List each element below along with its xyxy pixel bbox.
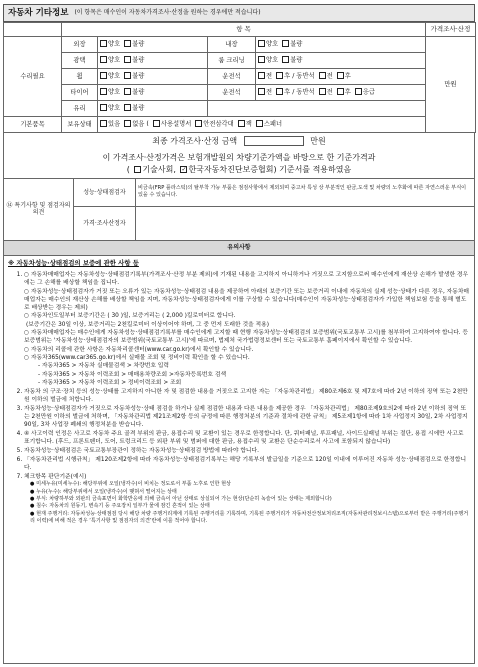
- checkbox[interactable]: [100, 72, 107, 79]
- checkbox[interactable]: [258, 88, 265, 95]
- column-header-price: 가격조사·산정: [426, 23, 476, 37]
- special-notes-table: [3, 179, 475, 257]
- checkbox[interactable]: [337, 88, 344, 95]
- section-title: 자동차 기타정보: [8, 7, 69, 18]
- checkbox[interactable]: [256, 120, 263, 127]
- repair-needed-label: 수리필요: [4, 37, 62, 117]
- column-header-items: 항 목: [62, 23, 426, 37]
- list-item: 1. ○ 자동차매매업자는 자동차성능·상태점검기록부(가격조사·산정 부분 제외)에 기재된 내용을 고지하지 아니하거나 거짓으로 고지함으로써 매수인에게 재산상 손해가 발생한 경우에는 그 손해를 배상할 책임을 집니다. ○ 자동차성능·상태점검자가 거짓 또는 오류가 있는 자동차성능·상태점검 내용을 제공하여 아래의 보증기간 또는 보증거리 이내에 자동차의 실제 성능·상태가 다른 경우, 자동차매매업자는 매수인의 재산상 손해를 배상할 책임을 지며, 자동차성능·상태점검자에게 이를 구상할 수 있습니다(매수인이 자동차성능·상태점검자가 가입한 책임보험 등을 통해 별도로 배상받는 경우는 제외) ○ 자동차인도일부터 보증기간은 ( 30 )일, 보증거리는 ( 2,000 )킬로미터로 합니다. (보증기간은 30일 이상, 보증거리는 2천킬로미터 이상이어야 하며, 그 중 먼저 도래한 것을 적용) ○ 자동차매매업자는 매수인에게 자동차성능·상태점검기록부를 매수인에게 고지할 때 현행 자동차성능·상태점검의 보증범위(국토교통부 고시)를 첨부하여 고지하여야 합니다. 등 보증범위는 '자동차성능·상태점검자의 보증범위(국토교통부 고시)'에 따르며, 법제처 국가법령정보센터 또는 국토교통부 홈페이지에서 확인할 수 있습니다. ○ 자동차의 리콜에 관한 사항은 자동차리콜센터(www.car.go.kr)에서 확인할 수 있습니다. ○ 자동차365(www.car365.go.kr)에서 실매물 조회 및 정비이력 확인을 할 수 있습니다. - 자동차365 > 자동차 실매물검색 > 차량번호 입력 - 자동차365 > 자동차 이력조회 > 매매용차량조회 >자동차등록번호 검색 - 자동차365 > 자동차 이력조회 > 정비이력조회 > 조회: [24, 271, 470, 387]
- checkbox[interactable]: [276, 72, 283, 79]
- price-appraiser-field[interactable]: [136, 207, 475, 241]
- item-label: 내장: [208, 37, 256, 53]
- position-label: 운전석: [208, 69, 256, 85]
- checkbox[interactable]: [337, 72, 344, 79]
- checkbox[interactable]: [319, 88, 326, 95]
- summary-table: [3, 133, 475, 179]
- notes-section-title: ※ 자동차성능·상태점검의 보증에 관한 사항 등: [8, 259, 139, 267]
- section-note: (이 항목은 매수인이 자동차가격조사·산정을 원하는 경우에만 적습니다): [74, 9, 261, 17]
- list-item: 6. 「자동차관리법 시행규칙」 제120조제2항에 따라 자동차성능·상태점검기록부는 해당 기록부의 발급일을 기준으로 120일 이내에 이루어진 자동차 성능·상태점검으로 한정합니다.: [24, 456, 470, 473]
- list-item: 3. 자동차성능·상태점검자가 거짓으로 자동차성능·상태 점검을 하거나 실제 점검한 내용과 다른 내용을 제공한 경우 「자동차관리법」 제80조제9호의2에 따라 2년 이하의 징역 또는 2천만원 이하의 벌금에 처하며, 「자동차관리법 제21조제2항 등의 규정에 따른 행정처분의 기준과 절차에 관한 규칙」 제5조제1항에 따라 1차 사업정지 30일, 2차 사업정지 90일, 3차 사업장 폐쇄의 행정처분을 받습니다.: [24, 405, 470, 430]
- price-appraiser-label: 가격·조사산정자: [74, 207, 136, 241]
- item-label: 룸 크리닝: [208, 53, 256, 69]
- checkbox[interactable]: [195, 120, 202, 127]
- list-item: 4. ④ 사고이력 인정은 사고로 자동차 주요 골격 부위의 판금, 용접수리 및 교환이 있는 경우로 한정합니다. 단, 쿼터패널, 루프패널, 사이드실패널 부위는 절단, 용접 시에만 사고로 표기합니다. (후드, 프론트펜더, 도어, 트렁크리드 등 외판 부위 및 범퍼에 대한 판금, 용접수리 및 교환은 단순수리로서 사고에 포함되지 않습니다): [24, 430, 470, 447]
- special-notes-label: ⑭ 특기사항 및 점검자의 의견: [4, 179, 74, 241]
- checkbox[interactable]: [276, 88, 283, 95]
- list-item: 7. 체크항목 판단기준(예시) ● 미세누유(미세누수): 해당부위에 오일(냉각수)이 비치는 정도로서 부품 노후로 인한 현상 ● 누유(누수): 해당부위에서 오일(냉각수)이 맺혀서 떨어지는 상태 ● 부식: 차량하부와 외판의 금속표면이 화학반응에 의해 금속이 아닌 상태로 상실되어 가는 현상(단순히 녹슬어 있는 상태는 제외합니다) ● 침수: 자동차의 원동기, 변속기 등 주요장치 일부가 물에 잠긴 흔적이 있는 상태 ● 현재 주행거리: 자동차성능·상태점검 당시 해당 차량 주행거리계에 기록된 주행거리를 기록하며, 기록된 주행거리가 자동차전산정보처리조직(자동차관리정보시스템)으로부터 받은 주행거리(주행거리 이력)에 비해 적은 경우 ‘특기사항 및 점검자의 의견’란에 이를 적어야 합니다.: [24, 473, 470, 525]
- checkbox[interactable]: [100, 40, 107, 47]
- item-label: 타이어: [62, 85, 98, 101]
- final-price-line: 최종 가격조사·산정 금액 만원: [152, 136, 326, 146]
- checkbox[interactable]: [124, 56, 131, 63]
- inspection-table: 항 목 가격조사·산정 수리필요 외장 양호 불량 내장 양호 불량 만원 광택 양호 불량 룸 크리닝 양호 불량 휠 양호 불량 운전석 전 후 / 동반석 전 후 타이어 양호 불량 운전석 전 후 / 동반석 전 후 응급 유리 양호 불량 기본품목 보유상태 있음 없음 ( 사용설명서 안전삼각대 잭 스패너: [3, 22, 476, 133]
- checkbox-checked[interactable]: ✓: [181, 165, 187, 173]
- checkbox[interactable]: [100, 104, 107, 111]
- item-options: 양호 불량: [256, 37, 426, 53]
- checkbox[interactable]: [124, 104, 131, 111]
- checkbox[interactable]: [124, 72, 131, 79]
- item-label: 유리: [62, 101, 98, 117]
- item-label: 광택: [62, 53, 98, 69]
- list-item: 5. 자동차성능·상태점검은 국토교통부장관이 정하는 자동차성능·상태점검 방법에 따라야 합니다.: [24, 447, 470, 455]
- appraiser-label: 성능·상태점검자: [74, 179, 136, 207]
- section-header: [3, 4, 475, 22]
- final-price-input[interactable]: [244, 136, 304, 146]
- notes-list: [24, 271, 470, 525]
- checkbox[interactable]: [282, 40, 289, 47]
- checkbox[interactable]: [124, 88, 131, 95]
- price-unit: 만원: [426, 37, 476, 133]
- item-label: 휠: [62, 69, 98, 85]
- item-options: 양호 불량: [98, 37, 208, 53]
- list-item: 2. 자동차 의 구조·장치 등의 성능·상태를 고지하지 아니한 자 및 점검한 내용을 거짓으로 고지한 자는 「자동차관리법」 제80조제6호 및 제7호에 따라 2년 이하의 징역 또는 2천만원 이하의 벌금에 처합니다.: [24, 388, 470, 405]
- basic-items-label: 기본품목: [4, 117, 62, 133]
- checkbox[interactable]: [238, 120, 245, 127]
- checkbox[interactable]: [258, 72, 265, 79]
- item-label: 보유상태: [62, 117, 98, 133]
- checkbox[interactable]: [100, 56, 107, 63]
- checkbox[interactable]: [258, 56, 265, 63]
- checkbox[interactable]: [134, 166, 141, 173]
- checkbox[interactable]: [355, 88, 362, 95]
- item-label: 외장: [62, 37, 98, 53]
- checkbox[interactable]: [124, 120, 131, 127]
- caution-notes: [3, 256, 475, 664]
- checkbox[interactable]: [282, 56, 289, 63]
- checkbox[interactable]: [319, 72, 326, 79]
- checkbox[interactable]: [153, 120, 160, 127]
- checkbox[interactable]: [100, 120, 107, 127]
- standard-options: ( 기술사회, ✓ 한국자동차진단보증협회) 기준서를 적용하였음: [126, 164, 352, 174]
- checkbox[interactable]: [100, 88, 107, 95]
- caution-header: 유의사항: [4, 241, 475, 256]
- position-label: 운전석: [208, 85, 256, 101]
- checkbox[interactable]: [124, 40, 131, 47]
- checkbox[interactable]: [258, 40, 265, 47]
- standard-line: 이 가격조사·산정가격은 보험개발원의 차량기준가액을 바탕으로 한 기준가격과: [102, 152, 376, 162]
- basic-items-options: 있음 없음 ( 사용설명서 안전삼각대 잭 스패너: [98, 117, 426, 133]
- appraiser-note: 비금속(FRP 플라스틱)의 탈부착 가능 부품은 점검사항에서 제외되며 중고차 특성 상 부분적인 판금,도색 및 차량의 노후화에 따른 자연스러운 부식이 있을 수 있습니다.: [136, 179, 475, 207]
